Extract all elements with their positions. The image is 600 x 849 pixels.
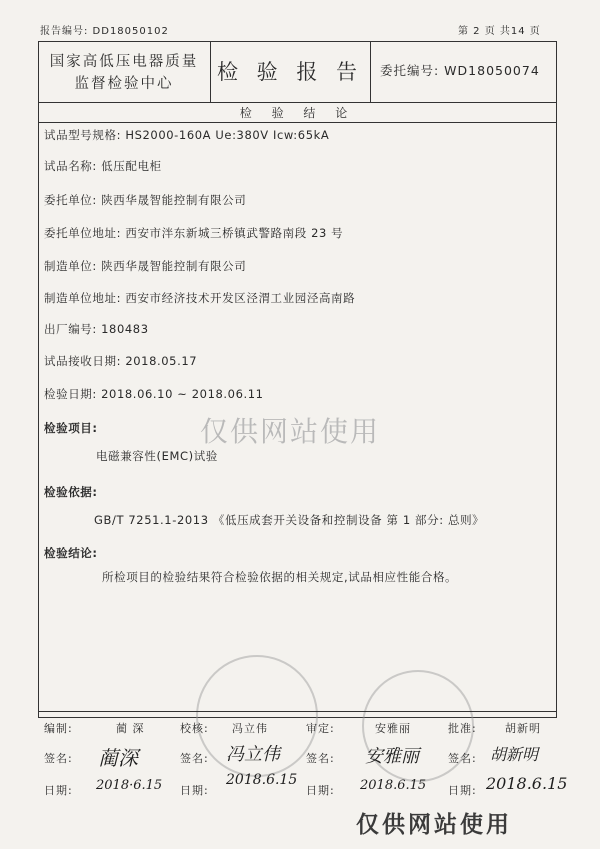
field-value: 陕西华晟智能控制有限公司 <box>101 259 247 273</box>
reviewer-name: 安雅丽 <box>375 722 411 735</box>
compiler-date: 2018·6.15 <box>96 778 163 793</box>
field-received <box>44 353 197 369</box>
field-client-address <box>44 225 343 241</box>
approver-label: 批准: <box>448 722 477 735</box>
field-label: 制造单位: <box>44 259 97 273</box>
signature-divider <box>38 711 557 712</box>
report-title: 检 验 报 告 <box>216 60 364 84</box>
sign-label: 签名: <box>44 752 73 765</box>
compiler-label: 编制: <box>44 722 73 735</box>
field-maker <box>44 258 246 274</box>
field-value: 2018.05.17 <box>125 354 198 368</box>
field-label: 试品型号规格: <box>44 128 122 142</box>
reviewer-signature: 安雅丽 <box>365 746 419 767</box>
approver-signature: 胡新明 <box>490 745 539 764</box>
title-divider <box>210 41 211 103</box>
field-label: 委托单位地址: <box>44 226 122 240</box>
conclusion-title: 检 验 结 论 <box>239 106 356 120</box>
field-client <box>44 192 246 208</box>
approver-date: 2018.6.15 <box>486 774 568 793</box>
checker-date: 2018.6.15 <box>226 772 298 788</box>
field-label: 出厂编号: <box>44 322 97 336</box>
date-label: 日期: <box>306 784 335 797</box>
test-items-value: 电磁兼容性(EMC)试验 <box>96 449 218 463</box>
test-basis-value: GB/T 7251.1-2013 《低压成套开关设备和控制设备 第 1 部分: 总则》 <box>94 513 485 527</box>
title-divider <box>370 41 371 103</box>
compiler-name: 蔺 深 <box>116 722 145 735</box>
date-label: 日期: <box>180 784 209 797</box>
test-conclusion-value: 所检项目的检验结果符合检验依据的相关规定,试品相应性能合格。 <box>102 570 458 584</box>
field-maker-address <box>44 290 355 306</box>
organization-name <box>44 51 204 95</box>
field-value: 180483 <box>101 322 149 336</box>
field-serial <box>44 321 149 337</box>
field-label: 委托单位: <box>44 193 97 207</box>
approver-name: 胡新明 <box>505 722 541 735</box>
field-name <box>44 158 162 174</box>
compiler-signature: 蔺深 <box>98 746 138 770</box>
field-value: 低压配电柜 <box>101 159 162 173</box>
date-label: 日期: <box>44 784 73 797</box>
field-label: 制造单位地址: <box>44 291 122 305</box>
test-basis-label: 检验依据: <box>44 485 98 499</box>
org-line-1: 国家高低压电器质量 <box>49 54 199 70</box>
org-line-2: 监督检验中心 <box>74 76 174 92</box>
field-test-date <box>44 386 264 402</box>
field-label: 试品名称: <box>44 159 97 173</box>
reviewer-label: 审定: <box>306 722 335 735</box>
sign-label: 签名: <box>306 752 335 765</box>
field-value: HS2000-160A Ue:380V Icw:65kA <box>125 128 330 142</box>
test-items-label: 检验项目: <box>44 421 98 435</box>
page-info: 第 2 页 共14 页 <box>458 26 541 37</box>
field-value: 2018.06.10 ~ 2018.06.11 <box>101 387 264 401</box>
field-label: 试品接收日期: <box>44 354 122 368</box>
field-label: 检验日期: <box>44 387 97 401</box>
reviewer-date: 2018.6.15 <box>360 778 427 793</box>
field-value: 西安市经济技术开发区泾渭工业园泾高南路 <box>125 291 356 305</box>
checker-label: 校核: <box>180 722 209 735</box>
watermark-bottom: 仅供网站使用 <box>356 812 512 838</box>
test-conclusion-label: 检验结论: <box>44 546 98 560</box>
sign-label: 签名: <box>180 752 209 765</box>
entrust-number: 委托编号: WD18050074 <box>380 63 540 78</box>
watermark-center: 仅供网站使用 <box>200 415 381 448</box>
field-value: 西安市泮东新城三桥镇武警路南段 23 号 <box>125 226 344 240</box>
sign-label: 签名: <box>448 752 477 765</box>
date-label: 日期: <box>448 784 477 797</box>
checker-signature: 冯立伟 <box>226 744 280 765</box>
checker-name: 冯立伟 <box>232 722 268 735</box>
report-number: 报告编号: DD18050102 <box>40 26 169 37</box>
field-value: 陕西华晟智能控制有限公司 <box>101 193 247 207</box>
field-model <box>44 127 329 143</box>
